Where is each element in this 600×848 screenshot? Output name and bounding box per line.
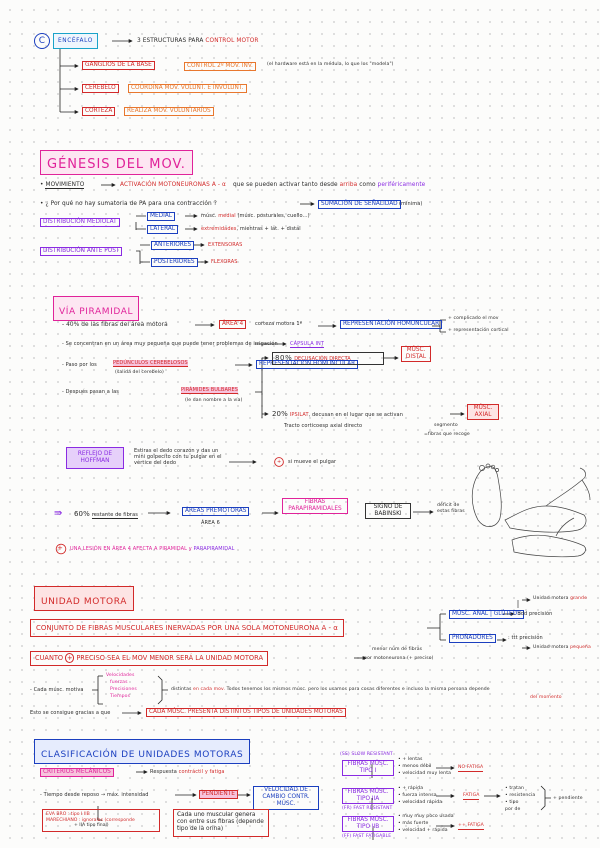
segmento-label: segmento <box>434 423 458 428</box>
tipo2b-box: FIBRAS MÚSC. TIPO IIB <box>342 816 394 832</box>
pronadores-box: PRONADORES <box>449 634 496 643</box>
menor-note-2: por motoneurona (+ preciso) <box>364 656 434 661</box>
pendiente-box: PENDIENTE <box>199 790 238 799</box>
eva-box: EVA BRO : tipo I IIB MARECHIANO : ignoralas (corresponde + IIA tipo final) <box>42 809 160 832</box>
si-mueve-label: si mueve el pulgar <box>288 459 337 465</box>
menor-note-1: menor núm de fibras <box>372 647 423 652</box>
lesion-plus: + <box>57 544 63 552</box>
concentran-line: - Se concentran en un área muy pequeña que puede tener problemas de irrigación <box>62 341 278 347</box>
medial-detail: músc. medial (músc. posturales, cuello...) <box>201 213 310 219</box>
homunc-note-2: + representación cortical <box>448 328 509 333</box>
distintas-line: distintas en cada mov. Todos tenemos los mismos músc. pero los usamos para cosas diferentes e incluso la misma persona depende <box>171 687 490 692</box>
lesion-line: UNA LESIÓN EN ÁREA 4 AFECTA A PIRAMIDAL y PARAPIRAMIDAL <box>70 546 235 552</box>
corteza-detail: REALIZA MOV. VOLUNTARIOS <box>124 107 214 116</box>
lateral-box: LATERAL <box>147 225 178 234</box>
tiempo-line: - Tiempo desde reposo → máx. intensidad <box>40 792 149 798</box>
p80-box: 80% DECUSACIÓN DIRECTA <box>272 352 384 365</box>
ttt-label: : ttt precisión <box>508 635 543 641</box>
musc-axial-box: MÚSC. AXIAL <box>467 404 499 420</box>
vel-3: Tiempos <box>110 694 131 699</box>
tipo2b-b: • más fuerte <box>398 821 429 826</box>
pedunculos-label: PEDÚNCULOS CEREBELOSOS <box>113 360 188 366</box>
anteriores-box: ANTERIORES <box>151 241 194 250</box>
cada-musc-box: CADA MÚSC. PRESENTA DISTINTOS TIPOS DE UNIDADES MOTORAS <box>146 708 346 717</box>
ganglios-detail: CONTROL 2º MOV. INV. <box>184 62 256 71</box>
piramides-label: PIRÁMIDES BULBARES <box>181 387 239 393</box>
mas-fatiga-label: ++ FATIGA <box>458 823 484 828</box>
homunc-note-1: + complicado el mov <box>448 316 499 321</box>
cuanto-box: CUANTO + PRECISO SEA EL MOV MENOR SERÁ LA UNIDAD MOTORA <box>30 651 268 666</box>
p20-line: 20% IPSILAT, decusan en el lugar que se activan <box>272 410 403 418</box>
fibras-recoge-label: =fibras que recoge <box>424 432 470 437</box>
del-momento-label: del momento <box>530 695 562 700</box>
tipo1-b: • menos débil <box>398 764 432 769</box>
dist-mediolat-box: DISTRIBUCIÓN MEDIOLAT <box>40 218 120 227</box>
genesis-movimiento-line: • MOVIMIENTO <box>40 182 85 188</box>
estiras-text: Estiras el dedo corazón y das un mini golpecito con tu pulgar en el vértice del dedo <box>134 448 222 466</box>
fr-label: (FR) FAST RESISTANT <box>342 806 393 811</box>
via-40-line: - 40% de las fibras del área motora <box>62 322 168 328</box>
enc-c-circle: C <box>34 33 50 49</box>
clasif-title: CLASIFICACIÓN DE UNIDADES MOTORAS <box>34 739 250 764</box>
vel-2: Precisiones <box>110 687 137 692</box>
foot-sketch-icon <box>472 464 590 557</box>
paso-line: - Paso por los <box>62 362 97 368</box>
fibras-parapiramidales-box: FIBRAS PARAPIRAMIDALES <box>282 498 348 514</box>
pendiente-note: + pendiente <box>553 796 583 801</box>
tipo2a-b: • fuerza intensa <box>398 793 437 798</box>
unidad-title: UNIDAD MOTORA <box>34 586 134 611</box>
sumacion-box: SUMACIÓN DE SEÑALIDAD <box>318 200 401 209</box>
por-de-label: por de <box>505 807 521 812</box>
areas-premotoras-box: ÁREAS PREMOTORAS <box>182 507 249 516</box>
sumacion-note: (mínima) <box>399 201 423 207</box>
unidad-grande-label: Unidad motora grande <box>533 596 587 601</box>
tipo2a-a: • + rápida <box>398 786 424 791</box>
vel-1: fuerzas <box>110 680 128 685</box>
ff-label: (FF) FAST FATIGABLE <box>342 834 392 839</box>
via-title: VÍA PIRAMIDAL <box>53 296 139 321</box>
signo-note: déficit de estas fibras <box>437 503 465 514</box>
rep-homuncular-2-box: REPRESENTACIÓN HOMUNCULAR <box>256 360 358 369</box>
genesis-que-pueden: que se pueden activar tanto desde arriba como periféricamente <box>233 182 426 188</box>
mus-anal-box: MÚSC. ANAL | GLÚTEOS <box>449 610 524 619</box>
medial-box: MEDIAL <box>147 212 175 221</box>
cada-line: - Cada músc. motiva <box>30 687 84 693</box>
genesis-title: GÉNESIS DEL MOV. <box>40 150 193 175</box>
tipo2b-c: • velocidad + rápida <box>398 828 448 833</box>
salida-note: (salida del cerebelo) <box>115 370 164 375</box>
lateral-detail: extremidades, mientras + lat. + distal <box>201 226 301 232</box>
corteza-box: CORTEZA <box>82 107 115 116</box>
genesis-pregunta: • ¿ Por qué no hay sumatoria de PA para una contracción ? <box>40 201 217 207</box>
ddd-label: : ddd precisión <box>514 611 553 617</box>
extensoras-label: EXTENSORAS <box>208 242 243 248</box>
flexoras-label: FLEXORAS <box>211 259 238 265</box>
unidad-def-box: CONJUNTO DE FIBRAS MUSCULARES INERVADAS POR UNA SOLA MOTONEURONA A - α <box>30 619 344 637</box>
dist-antpost-box: DISTRIBUCIÓN ANTE POST <box>40 247 122 256</box>
slow-label: (SS) SLOW RESISTANT <box>340 752 393 757</box>
unidad-pequena-label: Unidad motora pequeña <box>533 645 591 650</box>
rep-homuncular-box: REPRESENTACIÓN HOMUNCULAR <box>340 320 442 329</box>
tipo2a-r3: • tipo <box>505 800 519 805</box>
area6-label: ÁREA 6 <box>201 520 220 526</box>
consigue-line: Esto se consigue gracias a que <box>30 710 111 716</box>
positivo-mark: + <box>277 459 282 465</box>
capsula-label: CÁPSULA INT <box>290 341 325 347</box>
velocidad-box: VELOCIDAD DE CAMBIO CONTR. MÚSC. <box>253 786 319 810</box>
reflejo-box: REFLEJO DE HOFFMAN <box>66 447 124 469</box>
vel-0: Velocidades <box>106 673 135 678</box>
genesis-activacion: ACTIVACIÓN MOTONEURONAS A - α <box>120 182 226 188</box>
posteriores-box: POSTERIORES <box>151 258 198 267</box>
criterios-box: CRITERIOS MECÁNICOS <box>40 768 114 777</box>
respuesta-line: Respuesta contráctil y fatiga <box>150 769 225 775</box>
no-fatiga: NO FATIGA <box>458 765 484 770</box>
area4-box: ÁREA 4 <box>219 320 246 329</box>
fatiga-label: FATIGA <box>463 793 480 798</box>
tipo2b-a: • muy muy poco usada <box>398 814 454 819</box>
cerebelo-box: CEREBELO <box>82 84 119 93</box>
tipo2a-box: FIBRAS MÚSC. TIPO IIA <box>342 788 394 804</box>
tipo1-box: FIBRAS MÚSC. TIPO I <box>342 760 394 776</box>
ganglios-box: GANGLIOS DE LA BASE <box>82 61 155 70</box>
corteza-motora: corteza motora 1ª <box>255 321 303 327</box>
encefalo-intro: 3 ESTRUCTURAS PARA CONTROL MOTOR <box>137 38 259 44</box>
tipo1-a: • + lentas <box>398 757 423 762</box>
despues-note: (le dan nombre a la vía) <box>185 398 243 403</box>
tipo2a-r1: • tratan <box>505 786 525 791</box>
ganglios-note: (el hardware está en la médula, lo que los "modela") <box>267 62 394 67</box>
musc-distal-box: MÚSC. DISTAL <box>401 346 431 362</box>
p60-icon: ⇛ <box>54 508 63 519</box>
despues-line: - Después pasan a las <box>62 389 120 395</box>
tipo2a-r2: • resistencia <box>505 793 536 798</box>
p60-line: 60% restante de fibras <box>74 510 138 518</box>
tracto-label: Tracto corticoesp axial directo <box>284 423 363 429</box>
tipo2a-c: • velocidad rápida <box>398 800 443 805</box>
cada-uno-box: Cada uno muscular genera con entre sus fibras (depende tipo de la orina) <box>173 809 269 837</box>
signo-babinski-box: SIGNO DE BABINSKI <box>365 503 411 519</box>
tipo1-c: • velocidad muy lenta <box>398 771 452 776</box>
cerebelo-detail: COORDINA MOV. VOLUNT. E INVOLUNT. <box>128 84 247 93</box>
encefalo-title: ENCÉFALO <box>53 33 98 49</box>
